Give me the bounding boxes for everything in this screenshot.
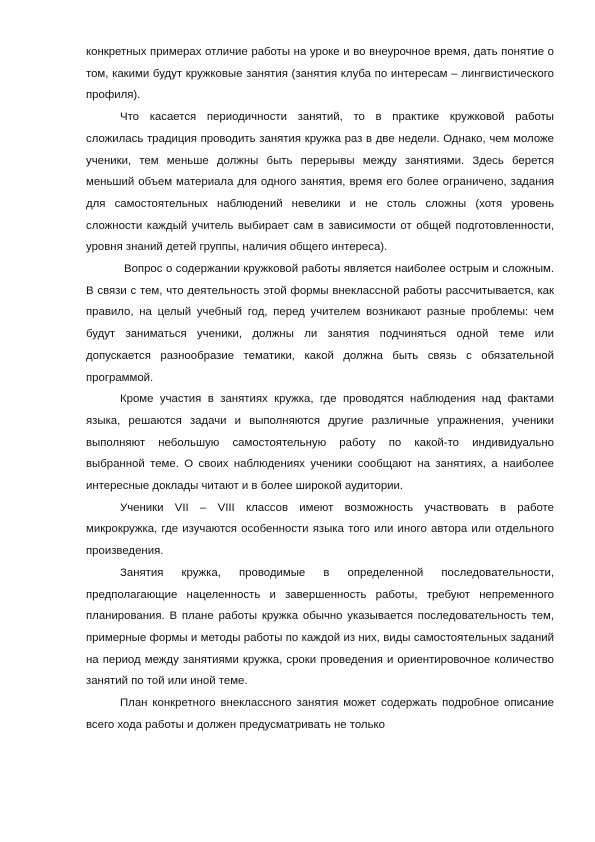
paragraph-4: Кроме участия в занятиях кружка, где проводятся наблюдения над фактами языка, решаются задачи и выполняются другие различные упражнения, ученики выполняют небольшую самостоятельную работу по какой-то индивидуально выбранной теме. О своих наблюдениях ученики сообщают на занятиях, а наиболее интересные доклады читают и в более широкой аудитории. <box>86 393 554 493</box>
paragraph-3: Вопрос о содержании кружковой работы является наиболее острым и сложным. В связи с тем, что деятельность этой формы внеклассной работы рассчитывается, как правило, на целый учебный год, перед учителем возникают разные проблемы: чем будут заниматься ученики, должны ли занятия подчиняться одной теме или допускается разнообразие тематики, какой должна быть связь с обязательной программой. <box>86 263 554 384</box>
paragraph-7: План конкретного внеклассного занятия может содержать подробное описание всего хода работы и должен предусматривать не только <box>86 697 554 731</box>
paragraph-2: Что касается периодичности занятий, то в практике кружковой работы сложилась традиция проводить занятия кружка раз в две недели. Однако, чем моложе ученики, тем меньше должны быть перерывы между занятиями. Здесь берется меньший объем материала для одного занятия, время его более ограничено, задания для самостоятельных наблюдений невелики и не столь сложны (хотя уровень сложности каждый учитель выбирает сам в зависимости от общей подготовленности, уровня знаний детей группы, наличия общего интереса). <box>86 111 554 254</box>
paragraph-5: Ученики VII – VIII классов имеют возможность участвовать в работе микрокружка, где изучаются особенности языка того или иного автора или отдельного произведения. <box>86 501 554 558</box>
paragraph-6: Занятия кружка, проводимые в определенной последовательности, предполагающие нацеленность и завершенность работы, требуют непременного планирования. В плане работы кружка обычно указывается последовательность тем, примерные формы и методы работы по каждой из них, виды самостоятельных заданий на период между занятиями кружка, сроки проведения и ориентировочное количество занятий по той или иной теме. <box>86 566 554 688</box>
paragraph-1: конкретных примерах отличие работы на уроке и во внеурочное время, дать понятие о том, какими будут кружковые занятия (занятия клуба по интересам – лингвистического профиля). <box>86 46 554 102</box>
document-page <box>86 42 554 737</box>
